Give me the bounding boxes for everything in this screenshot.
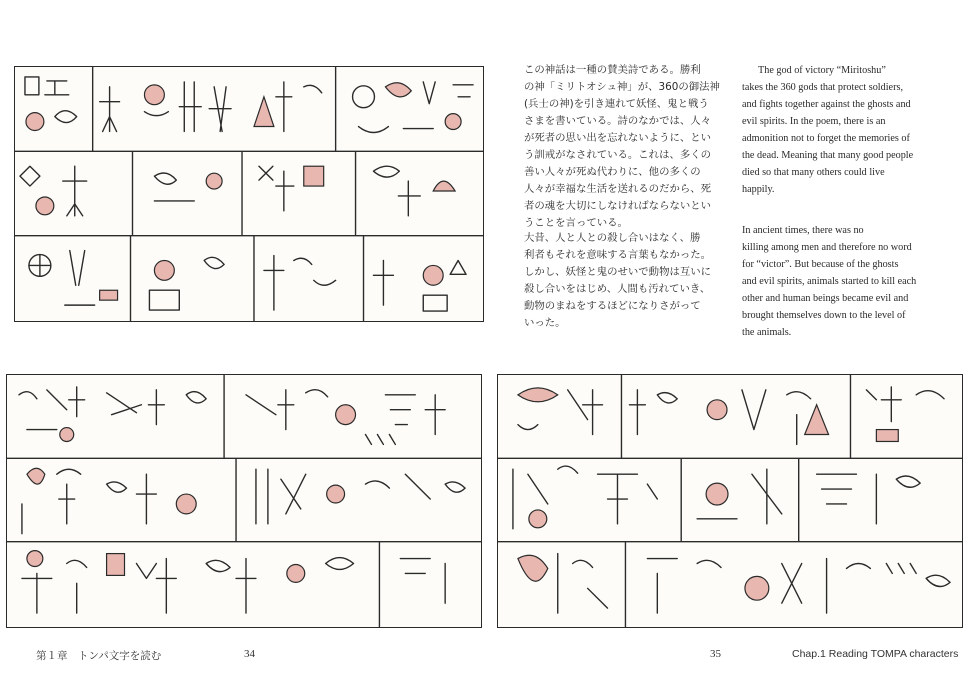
english-paragraph-2: In ancient times, there was no killing among men and therefore no word for “victor”. But because of the ghosts and evil spirits, animals started to kill each other and human beings became evil and brought themselves down to the level of the animals. [742, 225, 917, 338]
tompa-manuscript-bottom-left [6, 374, 482, 628]
tompa-manuscript-top-left [14, 66, 484, 322]
right-page-number: 35 [710, 648, 721, 660]
right-footer-chapter: Chap.1 Reading TOMPA characters [792, 648, 959, 660]
tompa-glyphs-illustration [15, 67, 483, 321]
japanese-paragraph-1: この神話は一種の賛美詩である。勝利 の神「ミリトオシュ神」が、360の御法神 (兵士の神)を引き連れて妖怪、鬼と戦う さまを書いている。詩のなかでは、人々 が死者の思い出を忘れないように、とい う訓戒がなされている。これは、多くの 善い人々が死ぬ代わりに、他の多くの 人々が幸福な生活を送れるのだから、死 者の魂を大切にしなければならないとい うことを言っている。 [524, 64, 720, 229]
left-page-number: 34 [244, 648, 255, 660]
japanese-paragraph-2: 大昔、人と人との殺し合いはなく、勝 利者もそれを意味する言葉もなかった。 しかし、妖怪と鬼のせいで動物は互いに 殺し合いをはじめ、人間も汚れていき、 動物のまねをするほどになりさがって いった。 [524, 232, 712, 329]
left-footer-chapter: 第１章 トンパ文字を読む [36, 650, 162, 662]
tompa-manuscript-bottom-right [497, 374, 963, 628]
tompa-glyphs-illustration [7, 375, 481, 627]
english-paragraph-1: The god of victory “Miritoshu” takes the 360 gods that protect soldiers, and fights together against the ghosts and evil spirits. In the poem, there is an admonition not to forget the memories of the dead. Meaning that many good people died so that many others could live happily. [742, 65, 914, 195]
tompa-glyphs-illustration [498, 375, 962, 627]
